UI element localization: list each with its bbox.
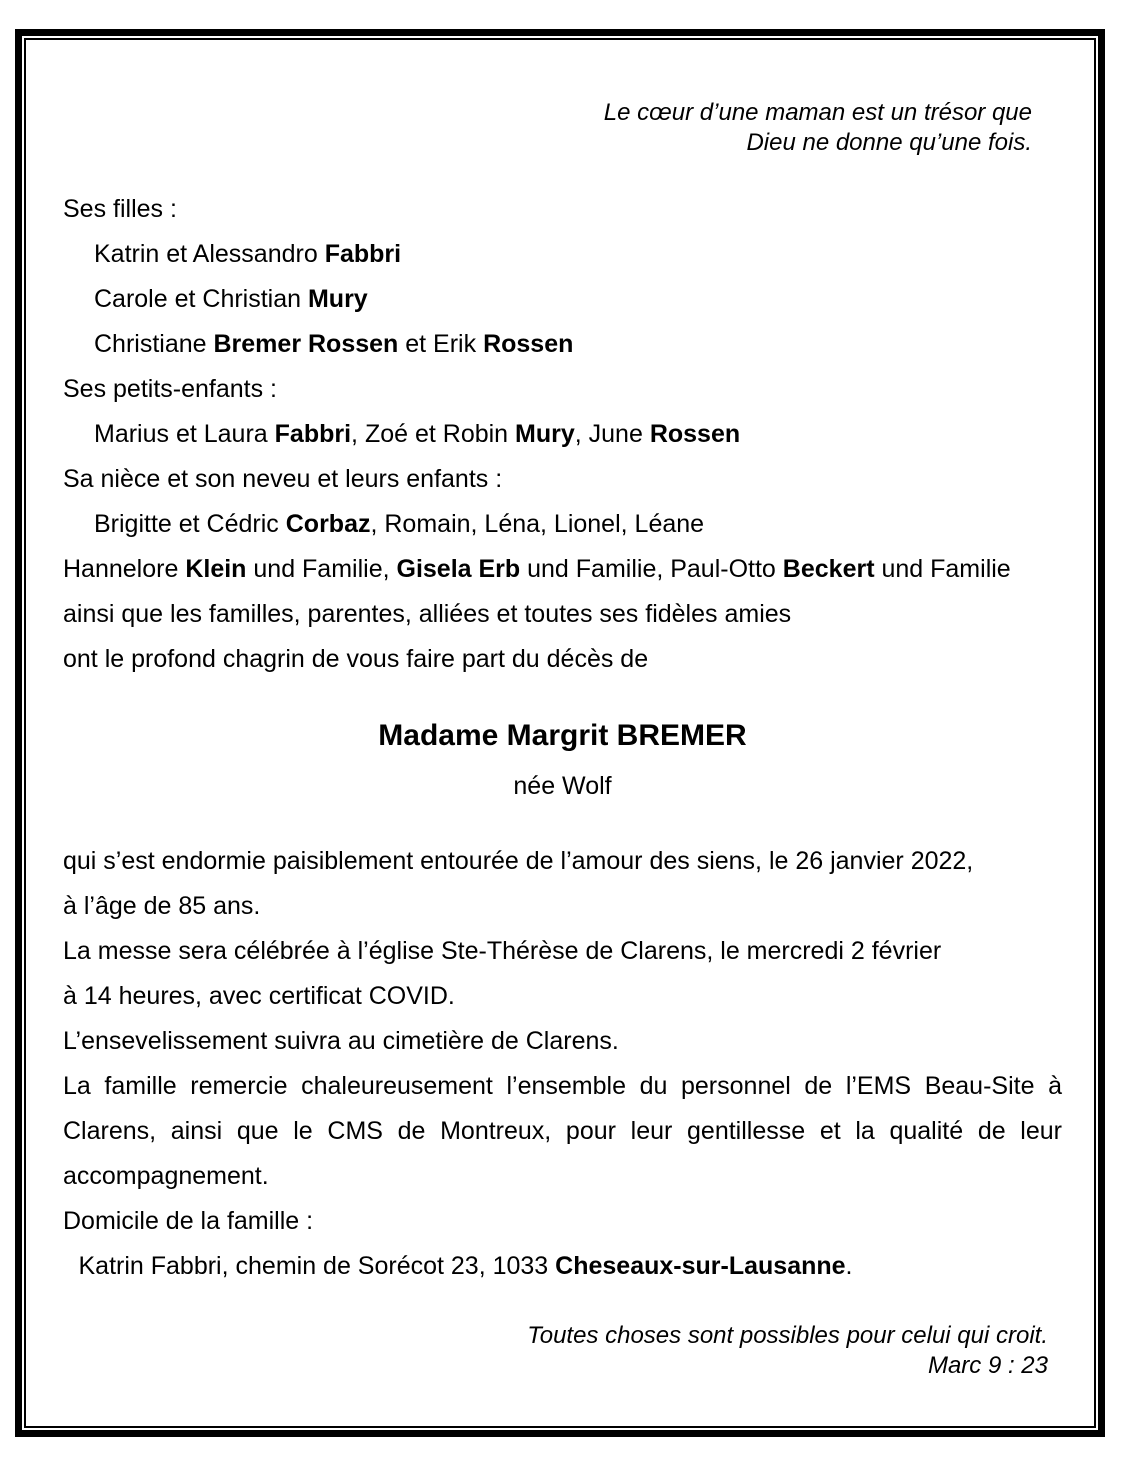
- text-segment: , Zoé et Robin: [351, 420, 516, 448]
- text-line: [63, 457, 1062, 502]
- text-line: [63, 1019, 1062, 1064]
- opening-quote-line-1: Le cœur d’une maman est un trésor que: [603, 99, 1032, 126]
- family-list: [63, 187, 1062, 682]
- text-segment: Ses filles :: [63, 195, 177, 223]
- text-segment: Hannelore: [63, 555, 186, 583]
- text-line: [63, 974, 1062, 1019]
- text-segment: , June: [574, 420, 650, 448]
- family-name-bold: Fabbri: [274, 420, 352, 448]
- family-name-bold: Rossen: [649, 420, 741, 448]
- scripture-reference: Marc 9 : 23: [927, 1352, 1048, 1379]
- text-segment: .: [845, 1252, 853, 1280]
- text-segment: und Familie, Paul-Otto: [520, 555, 783, 583]
- family-name-bold: Rossen: [483, 330, 574, 358]
- text-segment: L’ensevelissement suivra au cimetière de Clarens.: [63, 1027, 619, 1055]
- text-segment: La famille remercie chaleureusement l’ensemble du personnel de l’EMS Beau-Site à: [63, 1072, 1062, 1100]
- text-segment: Sa nièce et son neveu et leurs enfants :: [63, 465, 503, 493]
- family-name-bold: Fabbri: [324, 240, 402, 268]
- family-name-bold: Klein: [185, 555, 247, 583]
- family-name-bold: Mury: [515, 420, 575, 448]
- text-line: [63, 367, 1062, 412]
- text-segment: et Erik: [398, 330, 484, 358]
- family-name-bold: Corbaz: [285, 510, 371, 538]
- maiden-name: née Wolf: [513, 772, 612, 800]
- text-line: [63, 592, 1062, 637]
- text-line: [63, 637, 1062, 682]
- text-segment: Carole et Christian: [94, 285, 308, 313]
- inner-border-frame: [24, 38, 1096, 1428]
- text-line: [63, 412, 1062, 457]
- announcement-content: [26, 98, 1094, 1381]
- family-name-bold: Cheseaux-sur-Lausanne: [555, 1252, 846, 1280]
- text-segment: und Familie: [874, 555, 1011, 583]
- text-segment: Katrin et Alessandro: [94, 240, 325, 268]
- text-segment: Clarens, ainsi que le CMS de Montreux, pour leur gentillesse et la qualité de leur: [63, 1117, 1062, 1145]
- family-name-bold: Beckert: [782, 555, 875, 583]
- text-segment: à 14 heures, avec certificat COVID.: [63, 982, 455, 1010]
- closing-quote: [63, 1321, 1062, 1381]
- text-line: [63, 929, 1062, 974]
- family-name-bold: Mury: [307, 285, 368, 313]
- text-segment: Domicile de la famille :: [63, 1207, 314, 1235]
- text-segment: ainsi que les familles, parentes, alliées et toutes ses fidèles amies: [63, 600, 792, 628]
- text-line: [63, 322, 1062, 367]
- text-line: [63, 839, 1062, 884]
- family-name-bold: Gisela Erb: [396, 555, 521, 583]
- text-segment: La messe sera célébrée à l’église Ste-Thérèse de Clarens, le mercredi 2 février: [63, 937, 942, 965]
- text-segment: , Romain, Léna, Lionel, Léane: [370, 510, 705, 538]
- text-line: [63, 1244, 1062, 1289]
- text-segment: accompagnement.: [63, 1162, 269, 1190]
- text-line: [63, 232, 1062, 277]
- text-line: [63, 1199, 1062, 1244]
- text-line: [63, 1109, 1062, 1154]
- announcement-details: [63, 839, 1062, 1289]
- text-segment: Marius et Laura: [94, 420, 275, 448]
- opening-quote-line-2: Dieu ne donne qu’une fois.: [746, 129, 1032, 156]
- opening-quote: [63, 98, 1062, 158]
- text-line: [63, 547, 1062, 592]
- text-line: [63, 884, 1062, 929]
- text-line: [63, 1154, 1062, 1199]
- family-name-bold: Bremer Rossen: [213, 330, 399, 358]
- text-line: [63, 1064, 1062, 1109]
- text-line: [63, 187, 1062, 232]
- text-segment: Brigitte et Cédric: [94, 510, 286, 538]
- text-segment: ont le profond chagrin de vous faire part du décès de: [63, 645, 649, 673]
- outer-border-frame: [15, 29, 1105, 1437]
- text-segment: und Familie,: [246, 555, 397, 583]
- text-line: [63, 277, 1062, 322]
- text-segment: Ses petits-enfants :: [63, 375, 278, 403]
- text-segment: à l’âge de 85 ans.: [63, 892, 261, 920]
- text-line: [63, 502, 1062, 547]
- deceased-name: Madame Margrit BREMER: [378, 719, 747, 752]
- text-segment: Katrin Fabbri, chemin de Sorécot 23, 1033: [78, 1252, 556, 1280]
- text-segment: qui s’est endormie paisiblement entourée de l’amour des siens, le 26 janvier 2022,: [63, 847, 974, 875]
- closing-quote-line: Toutes choses sont possibles pour celui qui croit.: [527, 1322, 1048, 1349]
- text-segment: Christiane: [94, 330, 214, 358]
